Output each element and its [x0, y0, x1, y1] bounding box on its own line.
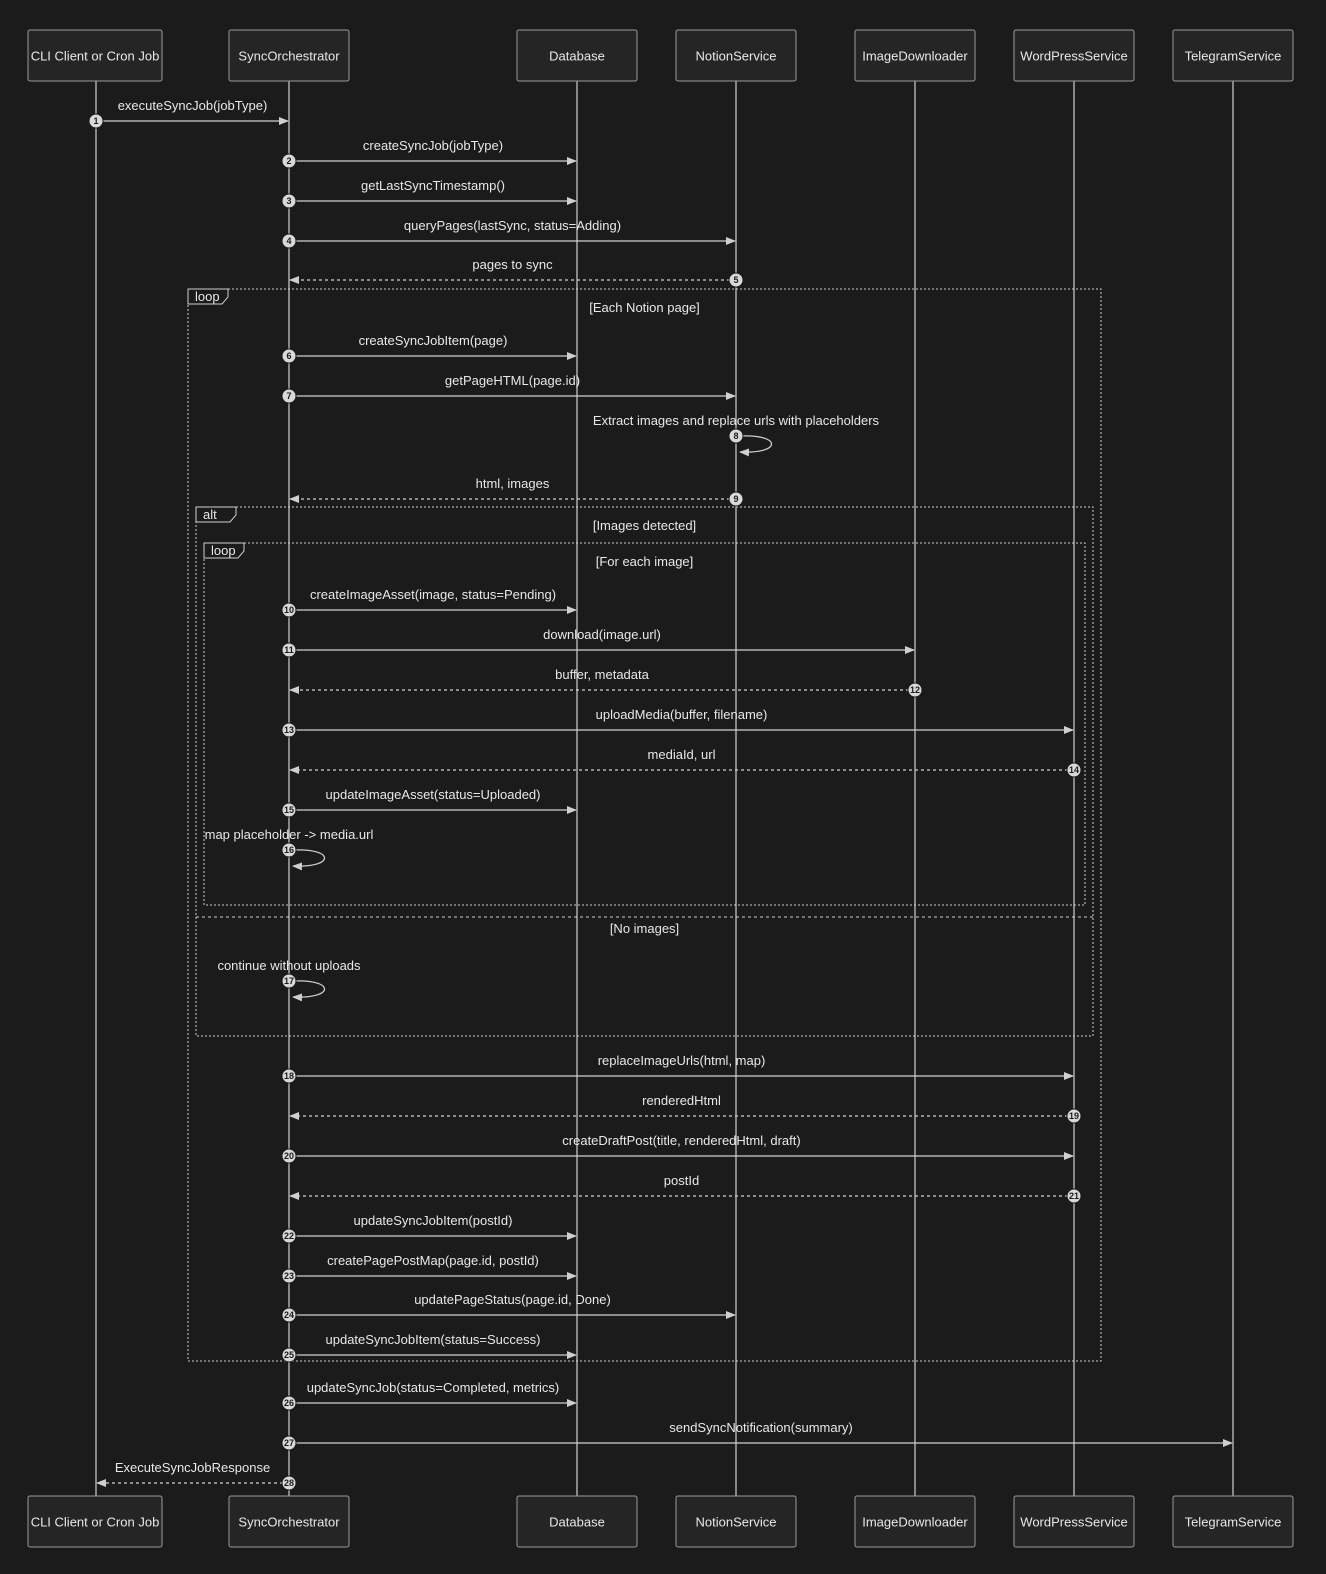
self-arrow [740, 436, 772, 452]
loop-fragment [188, 289, 1101, 1361]
message-label: updateSyncJob(status=Completed, metrics) [306, 1380, 560, 1395]
fragment-type-label: loop [195, 289, 220, 304]
message-label: getPageHTML(page.id) [444, 373, 581, 388]
sequence-number: 2 [286, 156, 292, 166]
sequence-number: 28 [283, 1478, 295, 1488]
message-21 [290, 1173, 1081, 1203]
message-label: download(image.url) [543, 627, 661, 642]
message-label: createDraftPost(title, renderedHtml, draft) [562, 1133, 801, 1148]
participant-label: SyncOrchestrator [238, 48, 340, 64]
message-label: map placeholder -> media.url [204, 827, 374, 842]
message-23 [282, 1253, 576, 1283]
message-label: getLastSyncTimestamp() [360, 178, 506, 193]
message-1 [89, 98, 288, 128]
message-14 [290, 747, 1081, 777]
sequence-number: 16 [283, 845, 295, 855]
message-label: queryPages(lastSync, status=Adding) [403, 218, 622, 233]
message-label: Extract images and replace urls with placeholders [592, 413, 880, 428]
message-label: sendSyncNotification(summary) [669, 1420, 853, 1435]
message-3 [282, 178, 576, 208]
sequence-number: 3 [286, 196, 292, 206]
self-arrow [293, 850, 325, 866]
message-24 [282, 1292, 735, 1322]
sequence-number: 22 [283, 1231, 295, 1241]
message-11 [282, 627, 914, 657]
sequence-number: 14 [1068, 765, 1080, 775]
message-27 [282, 1420, 1232, 1450]
message-label: postId [663, 1173, 700, 1188]
participant-label: NotionService [695, 1514, 777, 1530]
message-28 [97, 1460, 296, 1490]
message-label: updateImageAsset(status=Uploaded) [325, 787, 541, 802]
message-label: updateSyncJobItem(postId) [353, 1213, 513, 1228]
message-13 [282, 707, 1073, 737]
participant-label: WordPressService [1020, 1514, 1128, 1530]
sequence-number: 26 [283, 1398, 295, 1408]
participant-label: Database [549, 48, 605, 64]
message-22 [282, 1213, 576, 1243]
fragment-else-condition: [No images] [609, 921, 680, 936]
message-label: ExecuteSyncJobResponse [114, 1460, 271, 1475]
participant-notion-bottom [676, 1496, 796, 1547]
message-label: createSyncJobItem(page) [358, 333, 508, 348]
sequence-number: 4 [286, 236, 292, 246]
message-5 [290, 257, 743, 287]
sequence-number: 11 [284, 645, 294, 655]
sequence-number: 18 [283, 1071, 295, 1081]
participant-wp-top [1014, 30, 1134, 81]
message-label: uploadMedia(buffer, filename) [595, 707, 768, 722]
participant-orch-top [229, 30, 349, 81]
message-label: buffer, metadata [555, 667, 649, 682]
message-label: mediaId, url [647, 747, 716, 762]
sequence-number: 5 [733, 275, 739, 285]
message-label: updatePageStatus(page.id, Done) [414, 1292, 611, 1307]
message-label: renderedHtml [642, 1093, 721, 1108]
sequence-number: 10 [283, 605, 295, 615]
message-label: updateSyncJobItem(status=Success) [325, 1332, 541, 1347]
participant-img-bottom [855, 1496, 975, 1547]
participant-label: Database [549, 1514, 605, 1530]
participant-label: TelegramService [1184, 48, 1282, 64]
fragment-condition: [Images detected] [592, 518, 697, 533]
message-7 [282, 373, 735, 403]
message-label: createImageAsset(image, status=Pending) [309, 587, 557, 602]
message-10 [282, 587, 576, 617]
message-label: createPagePostMap(page.id, postId) [327, 1253, 539, 1268]
sequence-number: 6 [286, 351, 292, 361]
message-label: createSyncJob(jobType) [362, 138, 504, 153]
message-label: pages to sync [472, 257, 553, 272]
sequence-number: 20 [283, 1151, 295, 1161]
fragment-type-label: alt [203, 507, 217, 522]
message-label: html, images [475, 476, 550, 491]
sequence-number: 23 [283, 1271, 295, 1281]
participant-wp-bottom [1014, 1496, 1134, 1547]
participant-tg-top [1173, 30, 1293, 81]
message-label: continue without uploads [217, 958, 361, 973]
message-12 [290, 667, 922, 697]
fragment-condition: [For each image] [595, 554, 694, 569]
sequence-number: 8 [733, 431, 739, 441]
participant-label: TelegramService [1184, 1514, 1282, 1530]
participant-orch-bottom [229, 1496, 349, 1547]
sequence-number: 15 [283, 805, 295, 815]
sequence-number: 9 [733, 494, 739, 504]
participant-notion-top [676, 30, 796, 81]
participant-label: SyncOrchestrator [238, 1514, 340, 1530]
participant-db-bottom [517, 1496, 637, 1547]
sequence-number: 25 [283, 1350, 295, 1360]
sequence-number: 24 [283, 1310, 295, 1320]
message-9 [290, 476, 743, 506]
message-6 [282, 333, 576, 363]
participant-label: WordPressService [1020, 48, 1128, 64]
message-label: executeSyncJob(jobType) [117, 98, 268, 113]
participant-cli-bottom [28, 1496, 162, 1547]
participant-label: NotionService [695, 48, 777, 64]
sequence-number: 17 [283, 976, 295, 986]
participant-label: CLI Client or Cron Job [30, 48, 160, 64]
participant-label: ImageDownloader [862, 1514, 968, 1530]
message-15 [282, 787, 576, 817]
message-26 [282, 1380, 576, 1410]
sequence-number: 1 [93, 116, 99, 126]
sequence-number: 21 [1068, 1191, 1080, 1201]
message-19 [290, 1093, 1081, 1123]
participant-img-top [855, 30, 975, 81]
fragment-condition: [Each Notion page] [589, 300, 700, 315]
message-label: replaceImageUrls(html, map) [597, 1053, 766, 1068]
participant-db-top [517, 30, 637, 81]
participant-label: CLI Client or Cron Job [30, 1514, 160, 1530]
participant-cli-top [28, 30, 162, 81]
sequence-number: 19 [1068, 1111, 1080, 1121]
fragment-type-label: loop [211, 543, 236, 558]
sequence-number: 13 [283, 725, 295, 735]
participant-tg-bottom [1173, 1496, 1293, 1547]
participant-label: ImageDownloader [862, 48, 968, 64]
sequence-number: 7 [286, 391, 292, 401]
message-18 [282, 1053, 1073, 1083]
message-2 [282, 138, 576, 168]
message-4 [282, 218, 735, 248]
self-arrow [293, 981, 325, 997]
sequence-number: 12 [909, 685, 921, 695]
message-20 [282, 1133, 1073, 1163]
message-25 [282, 1332, 576, 1362]
sequence-number: 27 [283, 1438, 295, 1448]
